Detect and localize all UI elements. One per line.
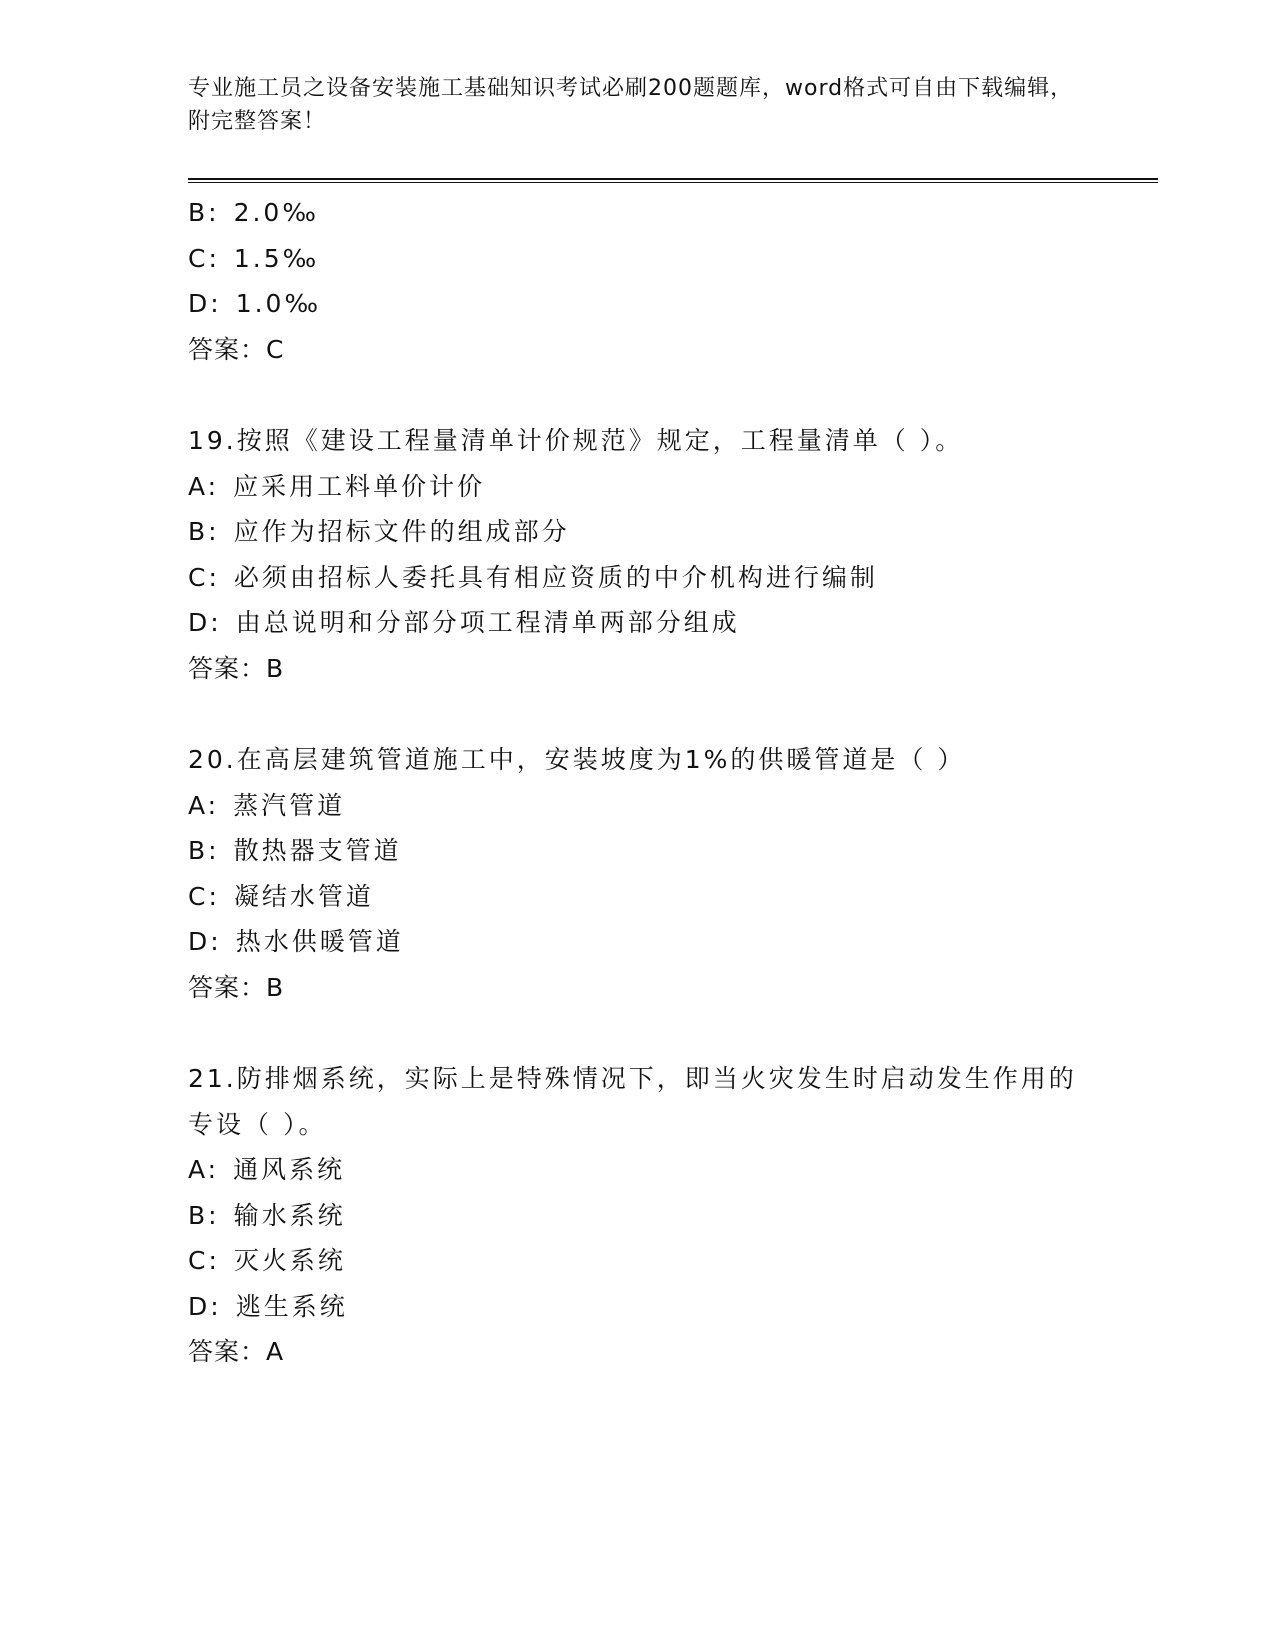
option-letter: B: <box>188 517 220 546</box>
option-letter: A: <box>188 471 220 501</box>
option-d <box>188 1284 1088 1330</box>
option-letter: B: <box>188 836 220 865</box>
option-letter: A: <box>188 790 220 820</box>
option-c <box>188 874 1088 920</box>
option-text: 应作为招标文件的组成部分 <box>233 517 570 546</box>
option-text: 蒸汽管道 <box>233 790 346 820</box>
option-d <box>188 281 1088 327</box>
option-letter: C: <box>188 1246 220 1275</box>
option-text: 1.0‰ <box>235 289 321 318</box>
answer-line: 答案：A <box>188 1337 285 1366</box>
option-b <box>188 1193 1088 1239</box>
spacer <box>188 372 1088 418</box>
option-d <box>188 600 1088 646</box>
option-letter: D: <box>188 927 222 956</box>
option-text: 由总说明和分部分项工程清单两部分组成 <box>235 608 740 637</box>
answer-line: 答案：C <box>188 334 285 364</box>
option-text: 1.5‰ <box>233 243 320 273</box>
page-header: 专业施工员之设备安装施工基础知识考试必刷200题题库，word格式可自由下载编辑，附完整答案！ <box>188 76 1074 134</box>
option-b <box>188 190 1088 236</box>
option-letter: B: <box>188 198 220 227</box>
question-stem: 21.防排烟系统，实际上是特殊情况下，即当火灾发生时启动发生作用的专设（ ）。 <box>188 1064 1077 1139</box>
spacer <box>188 691 1088 737</box>
option-text: 散热器支管道 <box>233 836 402 865</box>
option-c <box>188 236 1088 282</box>
continued-question <box>188 190 1088 372</box>
option-text: 凝结水管道 <box>233 881 374 911</box>
option-text: 输水系统 <box>233 1200 346 1230</box>
question-19 <box>188 418 1088 691</box>
question-stem: 19.按照《建设工程量清单计价规范》规定，工程量清单（ ）。 <box>188 426 964 455</box>
option-letter: C: <box>188 881 220 911</box>
option-a <box>188 783 1088 829</box>
option-text: 应采用工料单价计价 <box>233 471 486 501</box>
option-letter: A: <box>188 1155 220 1184</box>
option-letter: D: <box>188 289 222 318</box>
question-stem: 20.在高层建筑管道施工中，安装坡度为1%的供暖管道是（ ） <box>188 745 966 774</box>
option-b <box>188 828 1088 874</box>
option-a <box>188 1147 1088 1193</box>
option-letter: B: <box>188 1200 220 1230</box>
option-text: 必须由招标人委托具有相应资质的中介机构进行编制 <box>233 562 878 592</box>
spacer <box>188 1010 1088 1056</box>
option-a <box>188 464 1088 510</box>
option-b <box>188 509 1088 555</box>
option-text: 逃生系统 <box>235 1291 348 1321</box>
option-letter: C: <box>188 243 220 273</box>
option-c <box>188 555 1088 601</box>
option-letter: D: <box>188 608 222 637</box>
header-divider <box>188 178 1158 183</box>
question-20 <box>188 737 1088 1010</box>
answer-line: 答案：B <box>188 653 285 683</box>
question-list <box>188 190 1088 1375</box>
option-text: 2.0‰ <box>233 198 319 227</box>
option-text: 热水供暖管道 <box>235 927 404 956</box>
option-letter: D: <box>188 1291 222 1321</box>
option-text: 灭火系统 <box>233 1246 346 1275</box>
answer-line: 答案：B <box>188 972 285 1002</box>
option-c <box>188 1238 1088 1284</box>
option-letter: C: <box>188 562 220 592</box>
question-21 <box>188 1056 1088 1375</box>
option-text: 通风系统 <box>233 1155 346 1184</box>
option-d <box>188 919 1088 965</box>
